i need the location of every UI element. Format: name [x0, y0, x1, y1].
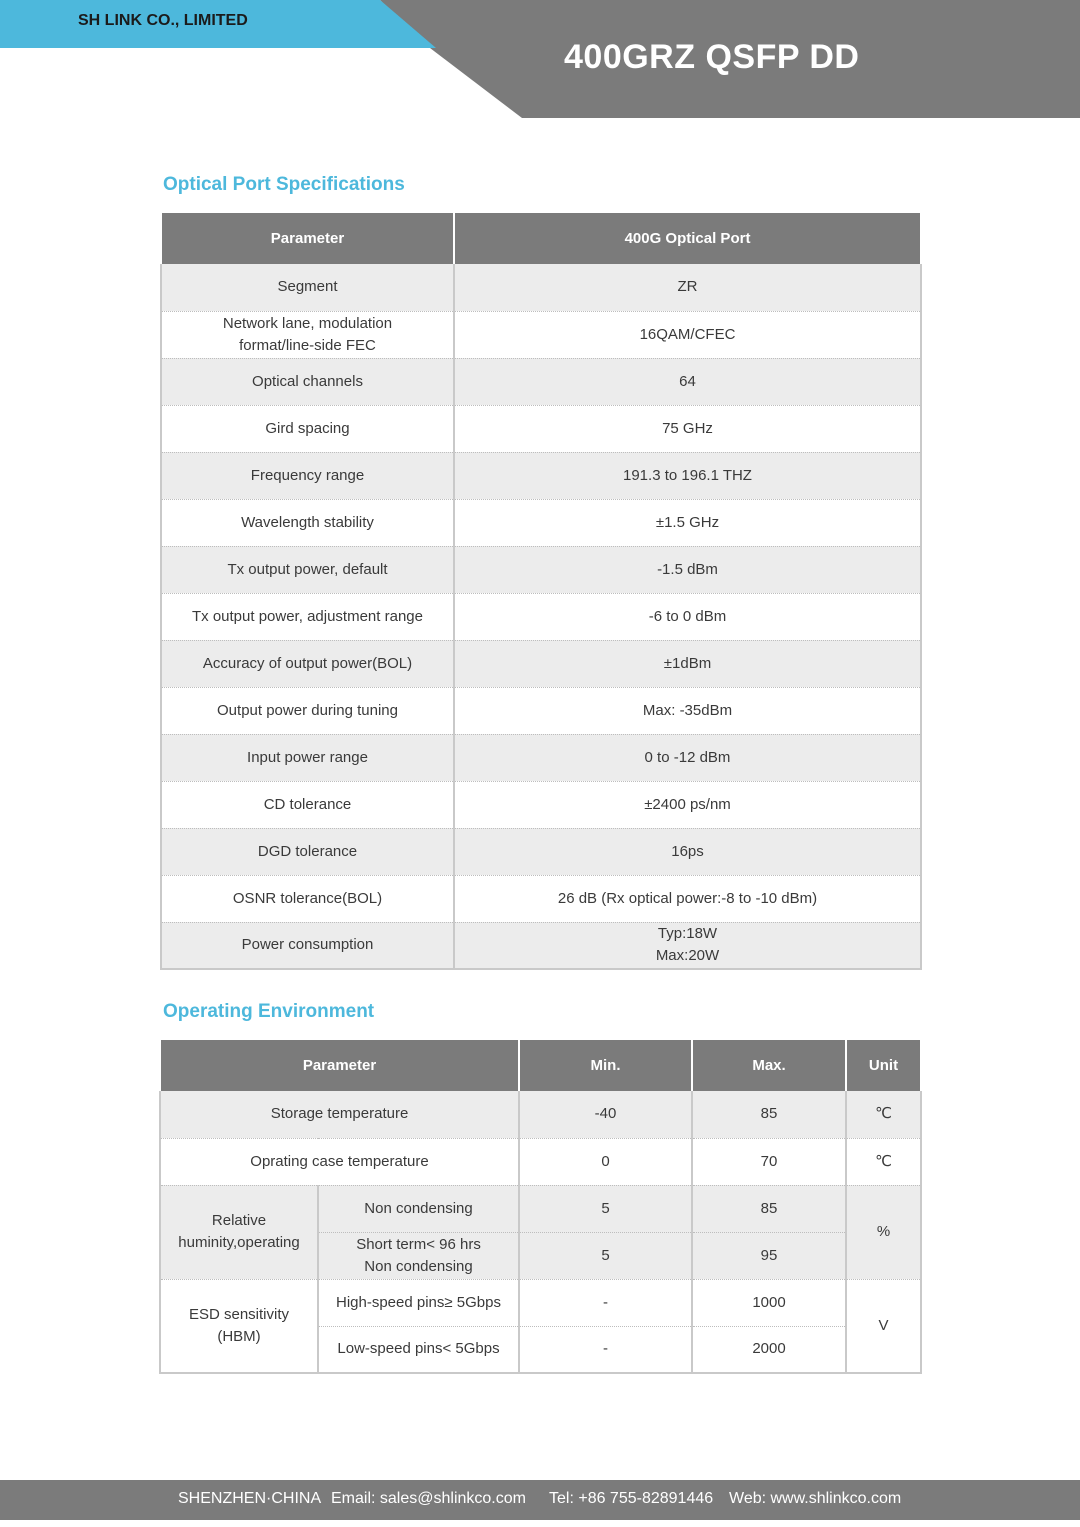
- footer-email: Email: sales@shlinkco.com: [331, 1490, 526, 1507]
- param-cell: Frequency range: [161, 452, 454, 499]
- value-cell: 191.3 to 196.1 THZ: [454, 452, 921, 499]
- value-cell: -6 to 0 dBm: [454, 593, 921, 640]
- value-cell: 16QAM/CFEC: [454, 311, 921, 358]
- max-cell: 2000: [692, 1326, 846, 1373]
- environment-table: [159, 1040, 922, 1374]
- unit-cell: ℃: [846, 1091, 921, 1138]
- param-cell: Storage temperature: [160, 1091, 519, 1138]
- param-cell: Optical channels: [161, 358, 454, 405]
- column-header: Min.: [519, 1040, 692, 1091]
- table-row: [160, 1091, 921, 1138]
- footer-website: Web: www.shlinkco.com: [729, 1490, 902, 1507]
- table-row: [161, 828, 921, 875]
- min-cell: -: [519, 1279, 692, 1326]
- value-cell: 26 dB (Rx optical power:-8 to -10 dBm): [454, 875, 921, 922]
- unit-cell: %: [846, 1185, 921, 1279]
- table-row: [161, 687, 921, 734]
- table-row: [161, 358, 921, 405]
- value-cell: 16ps: [454, 828, 921, 875]
- value-cell: Typ:18W Max:20W: [454, 922, 921, 969]
- max-cell: 85: [692, 1185, 846, 1232]
- optical-spec-table: [160, 213, 922, 970]
- footer-phone: Tel: +86 755-82891446: [549, 1490, 714, 1507]
- company-name: SH LINK CO., LIMITED: [78, 12, 248, 29]
- value-cell: ZR: [454, 264, 921, 311]
- table-row: [161, 452, 921, 499]
- min-cell: -40: [519, 1091, 692, 1138]
- max-cell: 70: [692, 1138, 846, 1185]
- unit-cell: ℃: [846, 1138, 921, 1185]
- table-row: [160, 1138, 921, 1185]
- table-row: [161, 546, 921, 593]
- value-cell: 64: [454, 358, 921, 405]
- param-cell: Segment: [161, 264, 454, 311]
- table-row: [160, 1279, 921, 1326]
- column-header: Parameter: [160, 1040, 519, 1091]
- value-cell: 0 to -12 dBm: [454, 734, 921, 781]
- value-cell: 75 GHz: [454, 405, 921, 452]
- param-group-cell: Relative huminity,operating: [160, 1185, 318, 1279]
- footer-location: SHENZHEN·CHINA: [178, 1490, 322, 1507]
- page-header: [0, 0, 1080, 120]
- param-cell: Power consumption: [161, 922, 454, 969]
- table-row: [161, 593, 921, 640]
- sub-param-cell: Short term< 96 hrs Non condensing: [318, 1232, 519, 1279]
- max-cell: 95: [692, 1232, 846, 1279]
- column-header: 400G Optical Port: [454, 213, 921, 264]
- product-title: 400GRZ QSFP DD: [564, 38, 860, 76]
- table-row: [161, 499, 921, 546]
- max-cell: 85: [692, 1091, 846, 1138]
- param-cell: OSNR tolerance(BOL): [161, 875, 454, 922]
- value-cell: -1.5 dBm: [454, 546, 921, 593]
- section-title-environment: Operating Environment: [163, 1001, 375, 1022]
- param-cell: CD tolerance: [161, 781, 454, 828]
- min-cell: 0: [519, 1138, 692, 1185]
- section-title-optical: Optical Port Specifications: [163, 174, 405, 195]
- value-cell: ±2400 ps/nm: [454, 781, 921, 828]
- param-cell: Tx output power, adjustment range: [161, 593, 454, 640]
- column-header: Max.: [692, 1040, 846, 1091]
- page-footer: [0, 1480, 1080, 1520]
- param-cell: Oprating case temperature: [160, 1138, 519, 1185]
- min-cell: 5: [519, 1185, 692, 1232]
- min-cell: -: [519, 1326, 692, 1373]
- param-cell: Wavelength stability: [161, 499, 454, 546]
- sub-param-cell: High-speed pins≥ 5Gbps: [318, 1279, 519, 1326]
- param-cell: Output power during tuning: [161, 687, 454, 734]
- table-row: [161, 405, 921, 452]
- value-cell: ±1.5 GHz: [454, 499, 921, 546]
- table-row: [161, 264, 921, 311]
- table-row: [161, 781, 921, 828]
- param-cell: Input power range: [161, 734, 454, 781]
- table-row: [161, 640, 921, 687]
- param-cell: Network lane, modulation format/line-side FEC: [161, 311, 454, 358]
- param-cell: DGD tolerance: [161, 828, 454, 875]
- column-header: Unit: [846, 1040, 921, 1091]
- max-cell: 1000: [692, 1279, 846, 1326]
- table-row: [161, 734, 921, 781]
- sub-param-cell: Non condensing: [318, 1185, 519, 1232]
- value-cell: Max: -35dBm: [454, 687, 921, 734]
- sub-param-cell: Low-speed pins< 5Gbps: [318, 1326, 519, 1373]
- column-header: Parameter: [161, 213, 454, 264]
- table-row: [161, 875, 921, 922]
- table-row: [161, 922, 921, 969]
- param-cell: Gird spacing: [161, 405, 454, 452]
- value-cell: ±1dBm: [454, 640, 921, 687]
- unit-cell: V: [846, 1279, 921, 1373]
- param-group-cell: ESD sensitivity (HBM): [160, 1279, 318, 1373]
- param-cell: Accuracy of output power(BOL): [161, 640, 454, 687]
- table-row: [161, 311, 921, 358]
- param-cell: Tx output power, default: [161, 546, 454, 593]
- min-cell: 5: [519, 1232, 692, 1279]
- table-row: [160, 1185, 921, 1232]
